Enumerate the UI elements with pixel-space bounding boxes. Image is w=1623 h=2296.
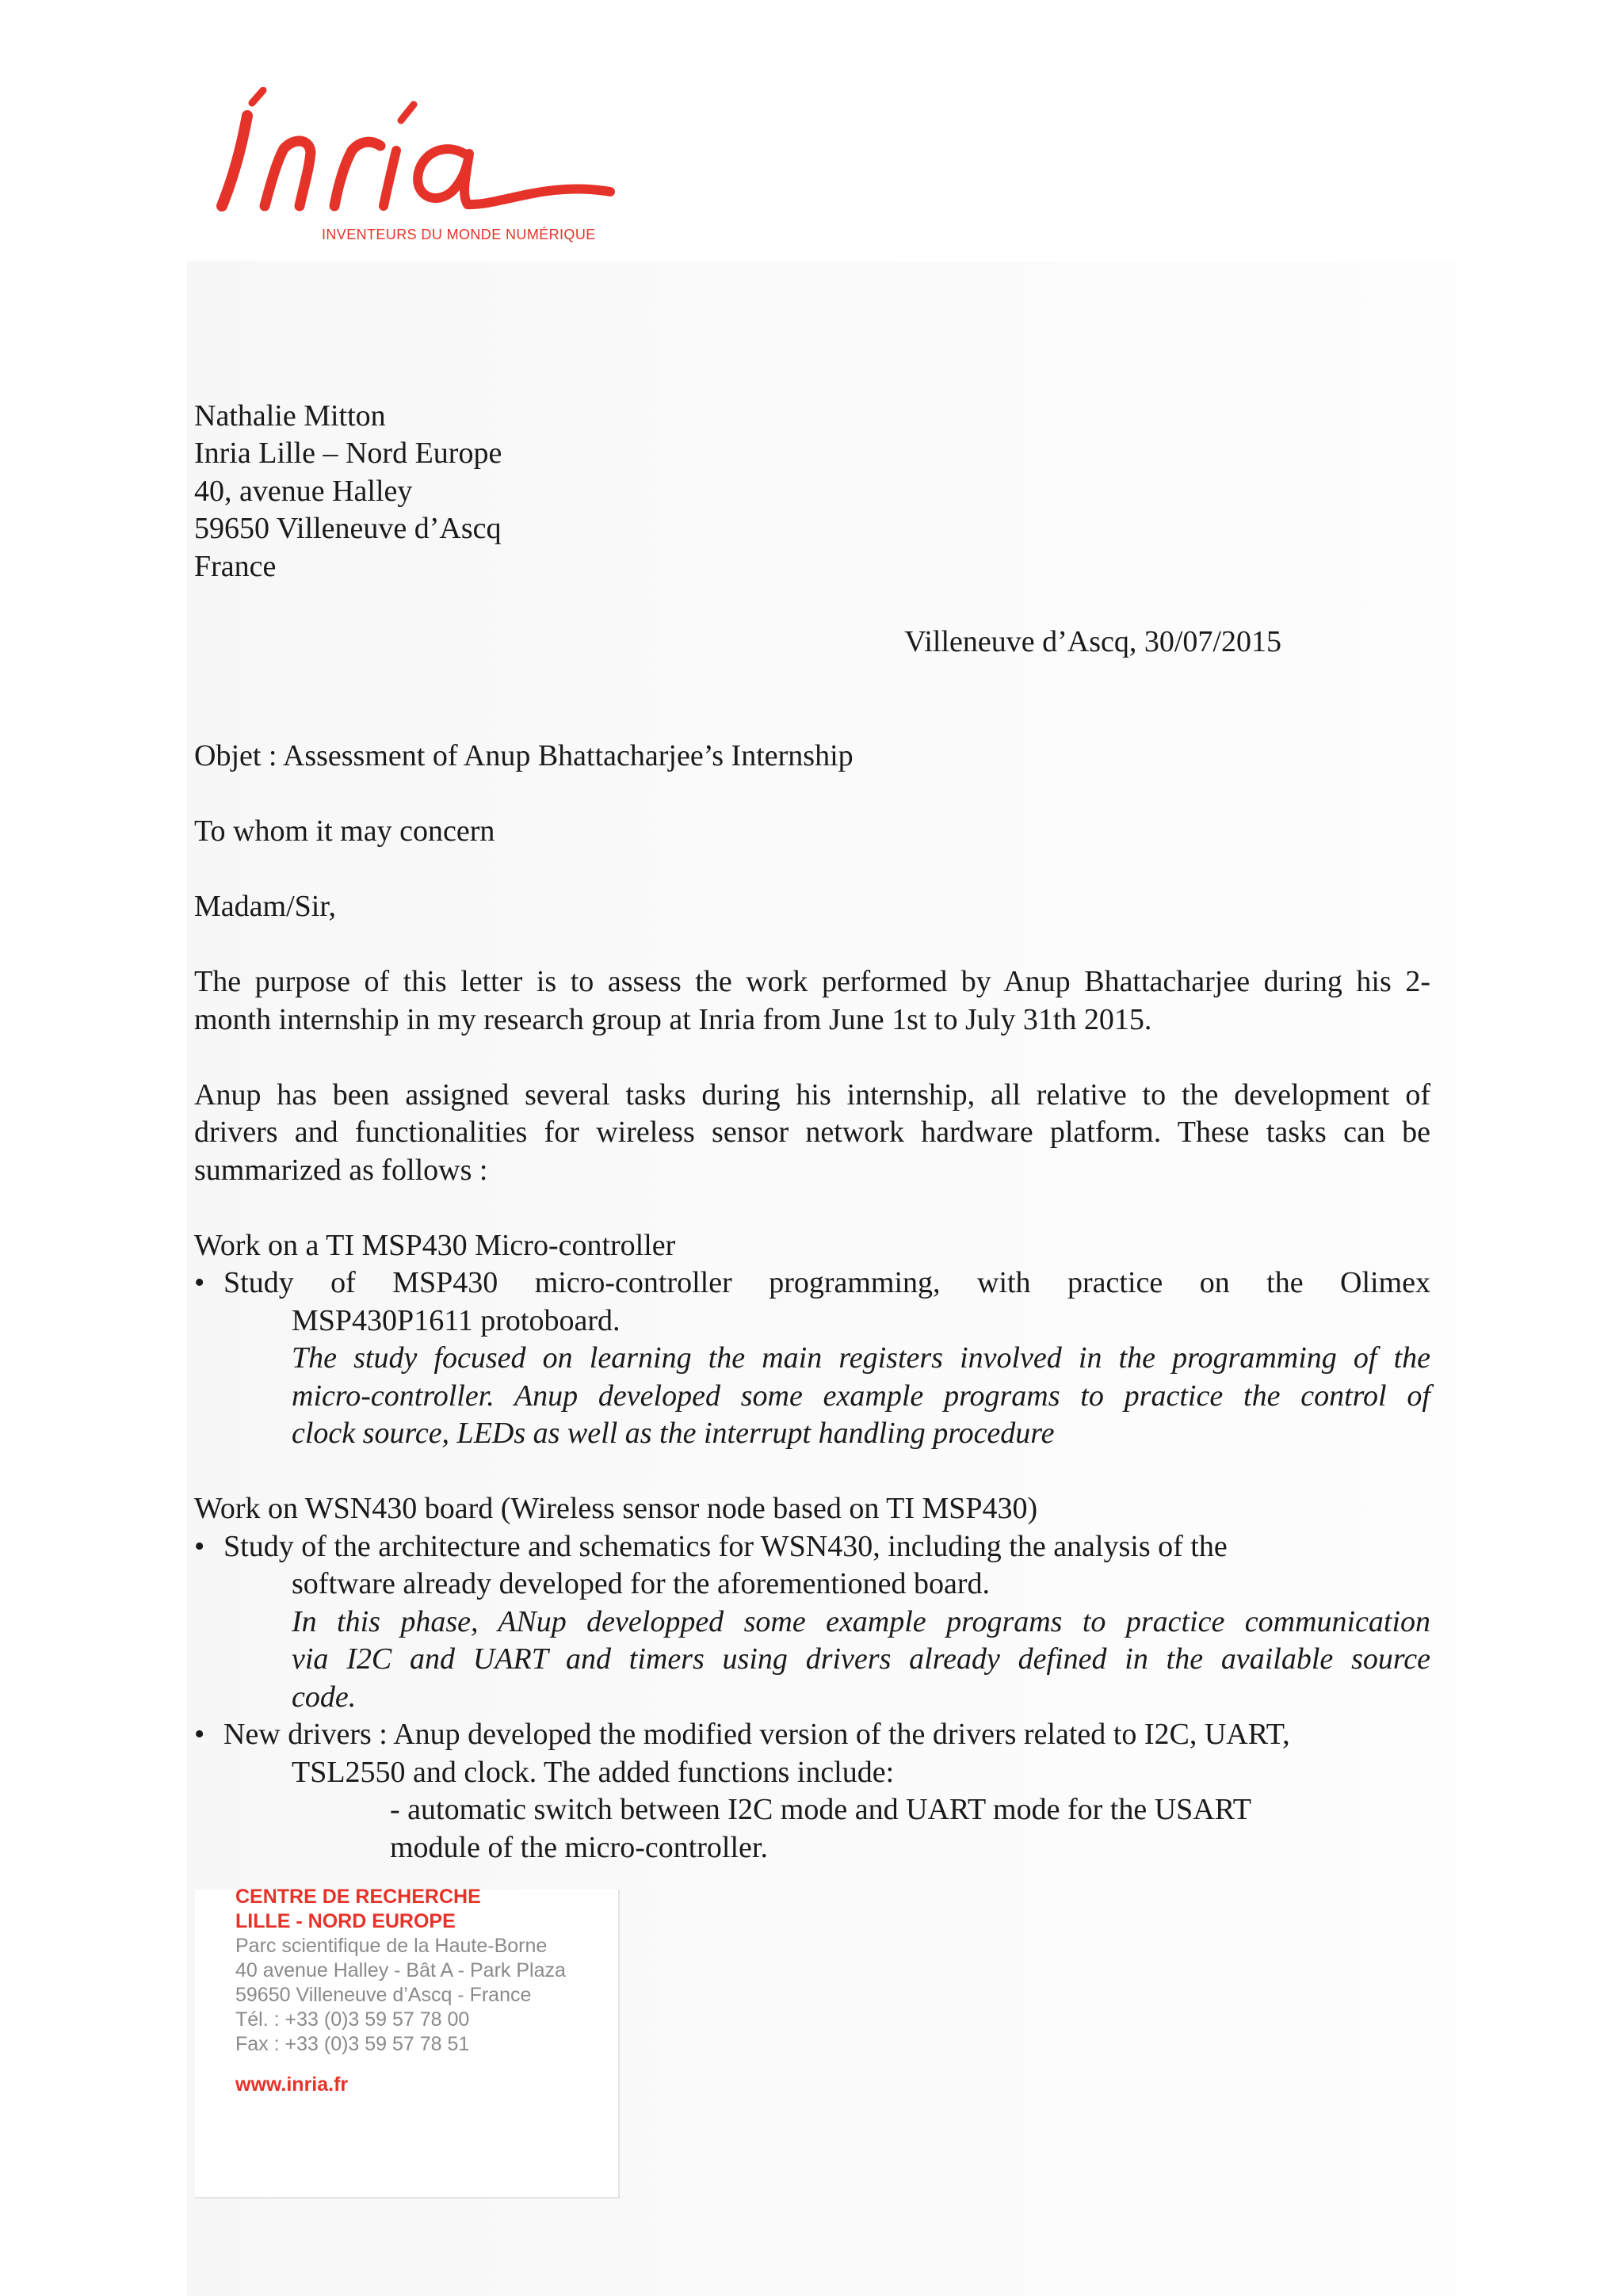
recipient-line: To whom it may concern <box>194 814 495 848</box>
section2-item1-italic1: In this phase, ANup developped some example programs to practice communication <box>292 1605 1430 1638</box>
section1-item1-italic3: clock source, LEDs as well as the interrupt handling procedure <box>292 1417 1055 1450</box>
para2-line3: summarized as follows : <box>194 1154 488 1187</box>
section2-item2-sub1: - automatic switch between I2C mode and UART mode for the USART <box>390 1793 1252 1826</box>
section2-item1-line2: software already developed for the aforementioned board. <box>292 1567 990 1600</box>
section2-heading: Work on WSN430 board (Wireless sensor node based on TI MSP430) <box>194 1492 1038 1525</box>
section2-item1-italic3: code. <box>292 1680 357 1714</box>
section1-item1-italic2: micro-controller. Anup developed some example programs to practice the control of <box>292 1379 1430 1413</box>
section1-item1-italic1: The study focused on learning the main registers involved in the programming of the <box>292 1341 1430 1375</box>
section2-item2-line2: TSL2550 and clock. The added functions include: <box>292 1756 895 1789</box>
section2-item2-line1: New drivers : Anup developed the modified version of the drivers related to I2C, UART, <box>223 1718 1290 1751</box>
footer-park: Parc scientifique de la Haute-Borne <box>235 1935 548 1957</box>
footer-phone: Tél. : +33 (0)3 59 57 78 00 <box>235 2008 470 2031</box>
section2-item1-line1: Study of the architecture and schematics for WSN430, including the analysis of the <box>223 1530 1228 1563</box>
footer-city: 59650 Villeneuve d’Ascq - France <box>235 1984 532 2006</box>
sender-country: France <box>194 550 277 583</box>
section2-item2-sub2: module of the micro-controller. <box>390 1831 768 1864</box>
para2-line1: Anup has been assigned several tasks during his internship, all relative to the development of <box>194 1078 1430 1112</box>
section2-bullet-1: • <box>194 1530 205 1563</box>
salutation: Madam/Sir, <box>194 890 336 923</box>
section1-heading: Work on a TI MSP430 Micro-controller <box>194 1229 676 1262</box>
para1-line1: The purpose of this letter is to assess the work performed by Anup Bhattacharjee during his 2- <box>194 965 1430 998</box>
footer-centre-subtitle: LILLE - NORD EUROPE <box>235 1910 456 1932</box>
para2-line2: drivers and functionalities for wireless sensor network hardware platform. These tasks can be <box>194 1116 1430 1149</box>
footer-centre-title: CENTRE DE RECHERCHE <box>235 1886 481 1908</box>
section1-item1-line1: Study of MSP430 micro-controller programming, with practice on the Olimex <box>223 1266 1430 1299</box>
section1-bullet: • <box>194 1266 205 1299</box>
footer-street: 40 avenue Halley - Bât A - Park Plaza <box>235 1959 566 1981</box>
sender-institution: Inria Lille – Nord Europe <box>194 437 502 470</box>
sender-city: 59650 Villeneuve d’Ascq <box>194 512 502 545</box>
para1-line2: month internship in my research group at Inria from June 1st to July 31th 2015. <box>194 1003 1152 1036</box>
subject-line: Objet : Assessment of Anup Bhattacharjee’s Internship <box>194 739 854 772</box>
sender-name: Nathalie Mitton <box>194 399 386 433</box>
footer-website-link[interactable]: www.inria.fr <box>235 2073 349 2096</box>
place-date: Villeneuve d’Ascq, 30/07/2015 <box>904 625 1281 658</box>
section2-bullet-2: • <box>194 1718 205 1751</box>
footer-fax: Fax : +33 (0)3 59 57 78 51 <box>235 2033 470 2055</box>
sender-street: 40, avenue Halley <box>194 475 413 508</box>
section1-item1-line2: MSP430P1611 protoboard. <box>292 1304 621 1337</box>
section2-item1-italic2: via I2C and UART and timers using drivers already defined in the available source <box>292 1642 1430 1676</box>
logo-tagline: INVENTEURS DU MONDE NUMÉRIQUE <box>322 227 596 242</box>
